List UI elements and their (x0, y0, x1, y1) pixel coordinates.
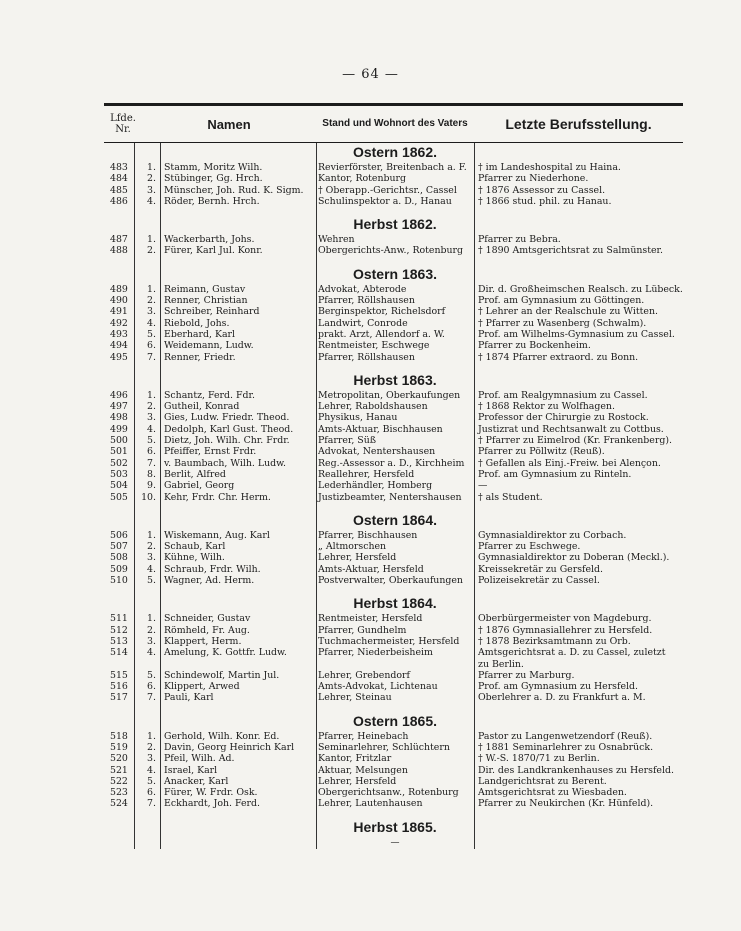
section-gap (104, 257, 683, 265)
row-number: 503 (110, 468, 128, 480)
row-number: 519 (110, 741, 128, 753)
student-name: Wagner, Ad. Herm. (164, 575, 255, 587)
table-row (104, 446, 683, 457)
table-row (104, 352, 683, 363)
table-row (104, 435, 683, 446)
student-name: Eckhardt, Joh. Ferd. (164, 798, 261, 810)
row-number: 499 (110, 423, 128, 435)
table-row (104, 329, 683, 340)
table-row (104, 530, 683, 541)
student-name: Schaub, Karl (164, 541, 226, 553)
student-name: Pauli, Karl (164, 692, 214, 704)
student-name: Klappert, Herm. (164, 635, 242, 647)
table-row (104, 776, 683, 787)
row-number: 496 (110, 389, 128, 401)
row-index: 2. (147, 173, 156, 185)
row-index: 7. (147, 457, 156, 469)
table-row (104, 306, 683, 317)
row-index: 6. (147, 681, 156, 693)
row-index: 7. (147, 798, 156, 810)
row-number: 507 (110, 541, 128, 553)
section-gap (104, 207, 683, 215)
last-position: † 1876 Gymnasiallehrer zu Hersfeld. (478, 624, 653, 636)
row-index: 8. (147, 468, 156, 480)
student-name: Reimann, Gustav (164, 283, 246, 295)
student-name: Schindewolf, Martin Jul. (164, 669, 280, 681)
table-row (104, 575, 683, 586)
last-position: Prof. am Realgymnasium zu Cassel. (478, 389, 648, 401)
row-index: 4. (147, 423, 156, 435)
father-occupation: „ Altmorschen (318, 541, 387, 553)
last-position: † Pfarrer zu Eimelrod (Kr. Frankenberg). (478, 435, 672, 447)
student-name: Riebold, Johs. (164, 317, 230, 329)
table-row (104, 480, 683, 491)
table-row (104, 613, 683, 624)
table-row (104, 798, 683, 809)
table-row (104, 541, 683, 552)
father-occupation: Amts-Aktuar, Bischhausen (318, 423, 443, 435)
student-name: Pfeil, Wilh. Ad. (164, 753, 235, 765)
last-position: † Pfarrer zu Wasenberg (Schwalm). (478, 317, 647, 329)
table-row (104, 753, 683, 764)
student-name: Kühne, Wilh. (164, 552, 225, 564)
row-index: 2. (147, 741, 156, 753)
column-divider (134, 143, 135, 849)
last-position: † 1866 stud. phil. zu Hanau. (478, 195, 612, 207)
last-position: Pastor zu Langenwetzendorf (Reuß). (478, 730, 653, 742)
row-number: 497 (110, 401, 128, 413)
table-row (104, 401, 683, 412)
student-name: Klippert, Arwed (164, 681, 240, 693)
row-index: 7. (147, 351, 156, 363)
row-index: 5. (147, 328, 156, 340)
last-position: † 1868 Rektor zu Wolfhagen. (478, 401, 615, 413)
last-position: Amtsgerichtsrat zu Wiesbaden. (478, 787, 627, 799)
father-occupation: Kantor, Rotenburg (318, 173, 407, 185)
section-title: Herbst 1862. (353, 216, 437, 233)
student-name: Israel, Karl (164, 764, 218, 776)
father-occupation: Pfarrer, Gundhelm (318, 624, 407, 636)
row-index: 1. (147, 389, 156, 401)
father-occupation: Lehrer, Hersfeld (318, 552, 397, 564)
row-number: 500 (110, 435, 128, 447)
father-occupation: Lehrer, Raboldshausen (318, 401, 428, 413)
row-index: 3. (147, 552, 156, 564)
father-occupation: Reg.-Assessor a. D., Kirchheim (318, 457, 465, 469)
row-index: 1. (147, 730, 156, 742)
row-index: 4. (147, 764, 156, 776)
row-index: 6. (147, 787, 156, 799)
row-number: 512 (110, 624, 128, 636)
father-occupation (316, 659, 474, 670)
row-number: 505 (110, 491, 128, 503)
row-index: 3. (147, 184, 156, 196)
student-name (160, 659, 316, 670)
header-name: Namen (207, 116, 251, 132)
last-position: † als Student. (478, 491, 543, 503)
student-name: Gutheil, Konrad (164, 401, 240, 413)
father-occupation: Reallehrer, Hersfeld (318, 468, 415, 480)
row-number: 521 (110, 764, 128, 776)
table-header (104, 106, 683, 142)
student-name: Münscher, Joh. Rud. K. Sigm. (164, 184, 304, 196)
row-index: 2. (147, 245, 156, 257)
table-row (104, 185, 683, 196)
section-title: Ostern 1864. (352, 511, 438, 528)
row-number: 524 (110, 798, 128, 810)
father-occupation: Aktuar, Melsungen (318, 764, 408, 776)
page-number: — 64 — (342, 67, 399, 82)
row-number: 522 (110, 775, 128, 787)
father-occupation: Advokat, Nentershausen (318, 446, 436, 458)
father-occupation: Metropolitan, Oberkaufungen (318, 389, 461, 401)
row-index (134, 659, 160, 670)
last-position: Kreissekretär zu Gersfeld. (478, 563, 604, 575)
row-index: 2. (147, 295, 156, 307)
last-position: Landgerichtsrat zu Berent. (478, 775, 607, 787)
father-occupation: Berginspektor, Richelsdorf (318, 306, 446, 318)
section-gap (104, 810, 683, 818)
table-row (104, 659, 683, 670)
row-index: 1. (147, 283, 156, 295)
row-index: 10. (141, 491, 156, 503)
table-row (104, 469, 683, 480)
father-occupation: Pfarrer, Röllshausen (318, 295, 415, 307)
column-divider (160, 143, 161, 849)
last-position: † Gefallen als Einj.-Freiw. bei Alençon. (478, 457, 661, 469)
table-row (104, 284, 683, 295)
table-row (104, 318, 683, 329)
last-position: † Lehrer an der Realschule zu Witten. (478, 306, 658, 318)
table-row (104, 681, 683, 692)
table-row (104, 173, 683, 184)
table-row (104, 234, 683, 245)
student-name: Schneider, Gustav (164, 613, 251, 625)
row-number: 483 (110, 162, 128, 173)
father-occupation: Tuchmachermeister, Hersfeld (318, 635, 460, 647)
last-position: † im Landeshospital zu Haina. (478, 162, 621, 173)
student-register-table (104, 103, 683, 849)
last-position: Prof. am Gymnasium zu Hersfeld. (478, 681, 638, 693)
father-occupation: Pfarrer, Niederbeisheim (318, 647, 433, 659)
row-index: 5. (147, 669, 156, 681)
father-occupation: Obergerichts-Anw., Rotenburg (318, 245, 464, 257)
row-index: 1. (147, 613, 156, 625)
row-number: 485 (110, 184, 128, 196)
table-row (104, 196, 683, 207)
row-index: 5. (147, 775, 156, 787)
last-position: Professor der Chirurgie zu Rostock. (478, 412, 649, 424)
row-number (104, 659, 134, 670)
father-occupation: Lederhändler, Homberg (318, 480, 433, 492)
table-row (104, 340, 683, 351)
father-occupation: Obergerichtsanw., Rotenburg (318, 787, 459, 799)
last-position: Oberlehrer a. D. zu Frankfurt a. M. (478, 692, 646, 704)
student-name: Wackerbarth, Johs. (164, 234, 255, 246)
row-number: 486 (110, 195, 128, 207)
last-position: † 1881 Seminarlehrer zu Osnabrück. (478, 741, 654, 753)
table-row (104, 636, 683, 647)
row-number: 511 (110, 613, 128, 625)
table-row (104, 787, 683, 798)
student-name: Kehr, Frdr. Chr. Herm. (164, 491, 271, 503)
row-index: 5. (147, 575, 156, 587)
student-name: Berlit, Alfred (164, 468, 226, 480)
row-number: 517 (110, 692, 128, 704)
row-number: 518 (110, 730, 128, 742)
father-occupation: Pfarrer, Heinebach (318, 730, 409, 742)
last-position: † 1874 Pfarrer extraord. zu Bonn. (478, 351, 639, 363)
row-index: 2. (147, 401, 156, 413)
father-occupation: prakt. Arzt, Allendorf a. W. (318, 328, 445, 340)
last-position: Amtsgerichtsrat a. D. zu Cassel, zuletzt (478, 647, 666, 659)
row-number: 501 (110, 446, 128, 458)
row-number: 488 (110, 245, 128, 257)
column-divider (316, 143, 317, 849)
last-position: Prof. am Wilhelms-Gymnasium zu Cassel. (478, 328, 675, 340)
student-name: Röder, Bernh. Hrch. (164, 195, 260, 207)
student-name: Gerhold, Wilh. Konr. Ed. (164, 730, 280, 742)
last-position: † W.-S. 1870/71 zu Berlin. (478, 753, 600, 765)
father-occupation: Lehrer, Steinau (318, 692, 392, 704)
father-occupation: Wehren (318, 234, 355, 246)
section-title: Ostern 1865. (352, 712, 438, 729)
student-name: Davin, Georg Heinrich Karl (164, 741, 295, 753)
father-occupation: Pfarrer, Süß (318, 435, 377, 447)
last-position: Pfarrer zu Eschwege. (478, 541, 581, 553)
table-row (104, 692, 683, 703)
student-name: Dedolph, Karl Gust. Theod. (164, 423, 294, 435)
row-number: 492 (110, 317, 128, 329)
father-occupation: Kantor, Fritzlar (318, 753, 392, 765)
last-position: Pfarrer zu Neukirchen (Kr. Hünfeld). (478, 798, 654, 810)
father-occupation: Rentmeister, Hersfeld (318, 613, 423, 625)
last-position: — (478, 480, 488, 492)
section-gap (104, 704, 683, 712)
table-row (104, 765, 683, 776)
section-gap (104, 503, 683, 511)
last-position: Gymnasialdirektor zu Corbach. (478, 529, 627, 541)
row-number: 484 (110, 173, 128, 185)
row-number: 489 (110, 283, 128, 295)
father-occupation: Justizbeamter, Nentershausen (318, 491, 462, 503)
row-index: 2. (147, 541, 156, 553)
row-index: 3. (147, 753, 156, 765)
student-name: Römheld, Fr. Aug. (164, 624, 250, 636)
last-position: Gymnasialdirektor zu Doberan (Meckl.). (478, 552, 670, 564)
table-row (104, 670, 683, 681)
row-number: 520 (110, 753, 128, 765)
header-father: Stand und Wohnort des Vaters (322, 118, 468, 129)
father-occupation: Amts-Aktuar, Hersfeld (318, 563, 424, 575)
table-row (104, 245, 683, 256)
student-name: Fürer, Karl Jul. Konr. (164, 245, 263, 257)
row-index: 6. (147, 340, 156, 352)
row-index: 5. (147, 435, 156, 447)
row-number: 490 (110, 295, 128, 307)
table-row (104, 162, 683, 173)
father-occupation: Advokat, Abterode (318, 283, 407, 295)
table-row (104, 424, 683, 435)
father-occupation: Landwirt, Conrode (318, 317, 408, 329)
header-nr: Lfde. Nr. (110, 113, 136, 135)
row-index: 3. (147, 306, 156, 318)
row-number: 515 (110, 669, 128, 681)
row-index: 1. (147, 162, 156, 173)
row-index: 1. (147, 234, 156, 246)
student-name: Gies, Ludw. Friedr. Theod. (164, 412, 290, 424)
table-row (104, 458, 683, 469)
row-index: 9. (147, 480, 156, 492)
row-number: 502 (110, 457, 128, 469)
table-row (104, 731, 683, 742)
row-number: 506 (110, 529, 128, 541)
student-name: Fürer, W. Frdr. Osk. (164, 787, 258, 799)
row-index: 4. (147, 563, 156, 575)
last-position: Dir. d. Großheimschen Realsch. zu Lübeck. (478, 283, 683, 295)
table-row (104, 625, 683, 636)
student-name: Renner, Christian (164, 295, 248, 307)
row-index: 6. (147, 446, 156, 458)
table-row (104, 412, 683, 423)
row-index: 4. (147, 317, 156, 329)
student-name: Gabriel, Georg (164, 480, 235, 492)
student-name: Pfeiffer, Ernst Frdr. (164, 446, 257, 458)
last-position: Pfarrer zu Bockenheim. (478, 340, 591, 352)
row-index: 4. (147, 195, 156, 207)
section-title: Herbst 1864. (353, 595, 437, 612)
last-position: Pfarrer zu Niederhone. (478, 173, 589, 185)
last-position: Pfarrer zu Marburg. (478, 669, 575, 681)
last-position: Pfarrer zu Pöllwitz (Reuß). (478, 446, 605, 458)
student-name: Renner, Friedr. (164, 351, 236, 363)
table-row (104, 552, 683, 563)
row-number: 509 (110, 563, 128, 575)
father-occupation: Schulinspektor a. D., Hanau (318, 195, 452, 207)
student-name: Schantz, Ferd. Fdr. (164, 389, 255, 401)
row-index: 4. (147, 647, 156, 659)
table-row (104, 647, 683, 658)
father-occupation: Physikus, Hanau (318, 412, 398, 424)
section-title: Herbst 1865. (353, 818, 437, 835)
student-name: Eberhard, Karl (164, 328, 236, 340)
column-divider (474, 143, 475, 849)
student-name: Schreiber, Reinhard (164, 306, 260, 318)
row-number: 513 (110, 635, 128, 647)
student-name: Anacker, Karl (164, 775, 229, 787)
father-occupation: Pfarrer, Bischhausen (318, 529, 418, 541)
row-number: 487 (110, 234, 128, 246)
father-occupation: Seminarlehrer, Schlüchtern (318, 741, 450, 753)
last-position: Pfarrer zu Bebra. (478, 234, 561, 246)
end-mark: — (390, 837, 400, 848)
table-row (104, 564, 683, 575)
student-name: Dietz, Joh. Wilh. Chr. Frdr. (164, 435, 290, 447)
row-number: 504 (110, 480, 128, 492)
header-career: Letzte Berufsstellung. (505, 116, 652, 132)
row-number: 491 (110, 306, 128, 318)
row-number: 493 (110, 328, 128, 340)
father-occupation: Lehrer, Hersfeld (318, 775, 397, 787)
father-occupation: Pfarrer, Röllshausen (318, 351, 415, 363)
row-number: 514 (110, 647, 128, 659)
father-occupation: Lehrer, Grebendorf (318, 669, 410, 681)
section-title: Ostern 1862. (352, 144, 438, 160)
last-position: † 1878 Bezirksamtmann zu Orb. (478, 635, 631, 647)
student-name: Schraub, Frdr. Wilh. (164, 563, 261, 575)
section-title: Herbst 1863. (353, 371, 437, 388)
last-position: Prof. am Gymnasium zu Rinteln. (478, 468, 632, 480)
row-number: 498 (110, 412, 128, 424)
last-position: † 1890 Amtsgerichtsrat zu Salmünster. (478, 245, 663, 257)
student-name: v. Baumbach, Wilh. Ludw. (164, 457, 287, 469)
table-row (104, 390, 683, 401)
row-index: 3. (147, 635, 156, 647)
last-position: Oberbürgermeister von Magdeburg. (478, 613, 652, 625)
row-number: 494 (110, 340, 128, 352)
student-name: Stübinger, Gg. Hrch. (164, 173, 263, 185)
table-body (104, 143, 683, 849)
last-position: Polizeisekretär zu Cassel. (478, 575, 600, 587)
student-name: Stamm, Moritz Wilh. (164, 162, 263, 173)
table-row (104, 295, 683, 306)
last-position: Prof. am Gymnasium zu Göttingen. (478, 295, 645, 307)
father-occupation: Rentmeister, Eschwege (318, 340, 430, 352)
last-position: Dir. des Landkrankenhauses zu Hersfeld. (478, 764, 674, 776)
father-occupation: Lehrer, Lautenhausen (318, 798, 423, 810)
row-number: 508 (110, 552, 128, 564)
row-index: 7. (147, 692, 156, 704)
student-name: Amelung, K. Gottfr. Ludw. (164, 647, 287, 659)
table-row (104, 742, 683, 753)
row-number: 523 (110, 787, 128, 799)
father-occupation: Amts-Advokat, Lichtenau (318, 681, 438, 693)
father-occupation: Revierförster, Breitenbach a. F. (318, 162, 467, 173)
last-position: † 1876 Assessor zu Cassel. (478, 184, 606, 196)
row-number: 510 (110, 575, 128, 587)
section-gap (104, 586, 683, 594)
row-number: 495 (110, 351, 128, 363)
row-number: 516 (110, 681, 128, 693)
last-position: Justizrat und Rechtsanwalt zu Cottbus. (478, 423, 664, 435)
table-row (104, 492, 683, 503)
student-name: Wiskemann, Aug. Karl (164, 529, 270, 541)
row-index: 3. (147, 412, 156, 424)
father-occupation: Postverwalter, Oberkaufungen (318, 575, 463, 587)
last-position: zu Berlin. (478, 658, 524, 670)
father-occupation: † Oberapp.-Gerichtsr., Cassel (318, 184, 457, 196)
row-index: 2. (147, 624, 156, 636)
section-gap (104, 363, 683, 371)
row-index: 1. (147, 529, 156, 541)
section-title: Ostern 1863. (352, 265, 438, 282)
student-name: Weidemann, Ludw. (164, 340, 254, 352)
